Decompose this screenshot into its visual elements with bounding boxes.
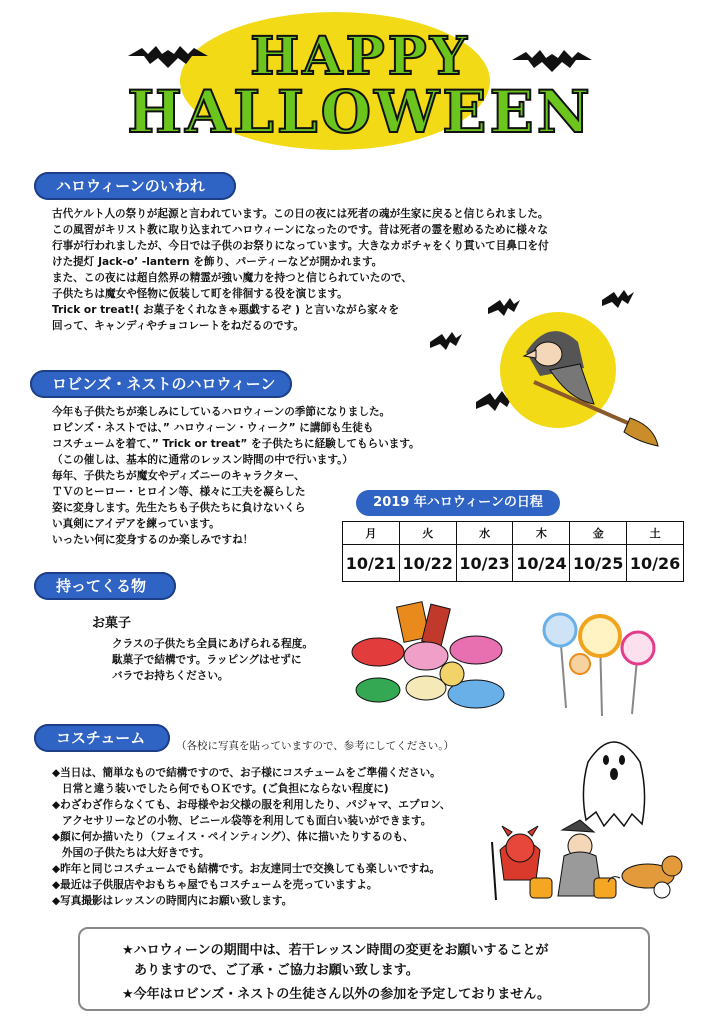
- bring-line: バラでお持ちください。: [112, 670, 229, 682]
- robins-line: いったい何に変身するのか楽しみですね！: [52, 534, 254, 546]
- origin-line: この風習がキリスト教に取り込まれてハロウィーンになったのです。昔は死者の霊を慰めるために様々な: [52, 224, 548, 236]
- costume-text: [52, 765, 450, 909]
- schedule-date: 10/24: [513, 545, 570, 582]
- section-header-origin: ハロウィーンのいわれ: [34, 172, 236, 200]
- robins-line: 今年も子供たちが楽しみにしているハロウィーンの季節になりました。: [52, 406, 391, 418]
- costume-line: ◆昨年と同じコスチュームでも結構です。お友達同士で交換しても楽しいですね。: [52, 863, 441, 875]
- origin-line: また、この夜には超自然界の精霊が強い魔力を持つと信じられていたので、: [52, 272, 412, 284]
- lollipops-illustration: [540, 608, 666, 718]
- costume-line: ◆顔に何か描いたり（フェイス・ペインティング）、体に描いたりするのも、: [52, 831, 414, 843]
- bring-line: クラスの子供たち全員にあげられる程度。: [112, 638, 313, 650]
- costume-line: ◆わざわざ作らなくても、お母様やお父様の服を利用したり、パジャマ、エプロン、: [52, 799, 451, 811]
- costume-note: （各校に写真を貼っていますので、参考にしてください。）: [176, 740, 455, 752]
- schedule-date: 10/21: [343, 545, 400, 582]
- notice-line-2: ありますので、ご了承・ご協力お願い致します。: [134, 963, 419, 978]
- robins-line: い真剣にアイデアを練っています。: [52, 518, 220, 530]
- robins-line: 姿に変身します。先生たちも子供たちに負けないくら: [52, 502, 306, 514]
- section-header-costume: コスチューム: [34, 724, 170, 752]
- schedule-date: 10/25: [570, 545, 627, 582]
- costume-line: ◆写真撮影はレッスンの時間内にお願い致します。: [52, 895, 293, 907]
- schedule-day: 金: [570, 522, 627, 545]
- schedule-day: 水: [456, 522, 513, 545]
- section-header-robins-nest: ロビンズ・ネストのハロウィーン: [30, 370, 292, 398]
- schedule-table: [342, 521, 684, 582]
- origin-line: 古代ケルト人の祭りが起源と言われています。この日の夜には死者の魂が生家に戻ると信じられました。: [52, 208, 549, 220]
- title-happy: HAPPY: [250, 26, 470, 87]
- candy-pile-illustration: [348, 602, 518, 714]
- notice-line-3: ★今年はロビンズ・ネストの生徒さん以外の参加を予定しておりません。: [122, 987, 551, 1002]
- origin-line: けた提灯 Jack-o’ -lantern を飾り、パーティーなどが開かれます。: [52, 256, 383, 268]
- bring-text: [112, 636, 313, 684]
- robins-line: 毎年、子供たちが魔女やディズニーのキャラクター、: [52, 470, 305, 482]
- kids-costume-illustration: [486, 820, 690, 910]
- robins-line: ＴＶのヒーロー・ヒロイン等、様々に工夫を凝らした: [52, 486, 306, 498]
- notice-box: [78, 927, 650, 1011]
- schedule-day: 火: [399, 522, 456, 545]
- origin-line: 回って、キャンディやチョコレートをねだるのです。: [52, 320, 305, 332]
- schedule-date: 10/23: [456, 545, 513, 582]
- robins-line: コスチュームを着て、” Trick or treat” を子供たちに経験してもらいます。: [52, 438, 420, 450]
- costume-line: ◆最近は子供服店やおもちゃ屋でもコスチュームを売っていますよ。: [52, 879, 378, 891]
- schedule-date: 10/26: [627, 545, 684, 582]
- origin-line: 子供たちは魔女や怪物に仮装して町を徘徊する役を演じます。: [52, 288, 348, 300]
- costume-line: 外国の子供たちは大好きです。: [62, 847, 210, 859]
- schedule-date: 10/22: [399, 545, 456, 582]
- origin-line: Trick or treat!( お菓子をくれなきゃ悪戯するぞ ) と言いながら家々を: [52, 304, 400, 316]
- robins-line: ロビンズ・ネストでは、” ハロウィーン・ウィーク” に講師も生徒も: [52, 422, 374, 434]
- schedule-day: 土: [627, 522, 684, 545]
- notice-line-1: ★ハロウィーンの期間中は、若干レッスン時間の変更をお願いすることが: [122, 943, 549, 958]
- costume-line: 日常と違う装いでしたら何でもＯＫです。(ご負担にならない程度に): [62, 783, 389, 795]
- bring-item-title: お菓子: [92, 616, 132, 631]
- ghost-illustration: [578, 732, 650, 832]
- section-header-bring: 持ってくる物: [34, 572, 176, 600]
- schedule-title: 2019 年ハロウィーンの日程: [356, 490, 560, 516]
- schedule-day: 木: [513, 522, 570, 545]
- origin-line: 行事が行われましたが、今日では子供のお祭りになっています。大きなカボチャをくり貫いて目鼻口を付: [52, 240, 549, 252]
- robins-line: （この催しは、基本的に通常のレッスン時間の中で行います。）: [52, 454, 353, 466]
- costume-line: アクセサリーなどの小物、ビニール袋等を利用しても面白い装いができます。: [62, 815, 432, 827]
- costume-line: ◆当日は、簡単なもので結構ですので、お子様にコスチュームをご準備ください。: [52, 767, 441, 779]
- schedule-day: 月: [343, 522, 400, 545]
- bring-line: 駄菓子で結構です。ラッピングはせずに: [112, 654, 302, 666]
- witch-on-broom-illustration: [430, 290, 670, 470]
- title-halloween: HALLOWEEN: [127, 78, 593, 146]
